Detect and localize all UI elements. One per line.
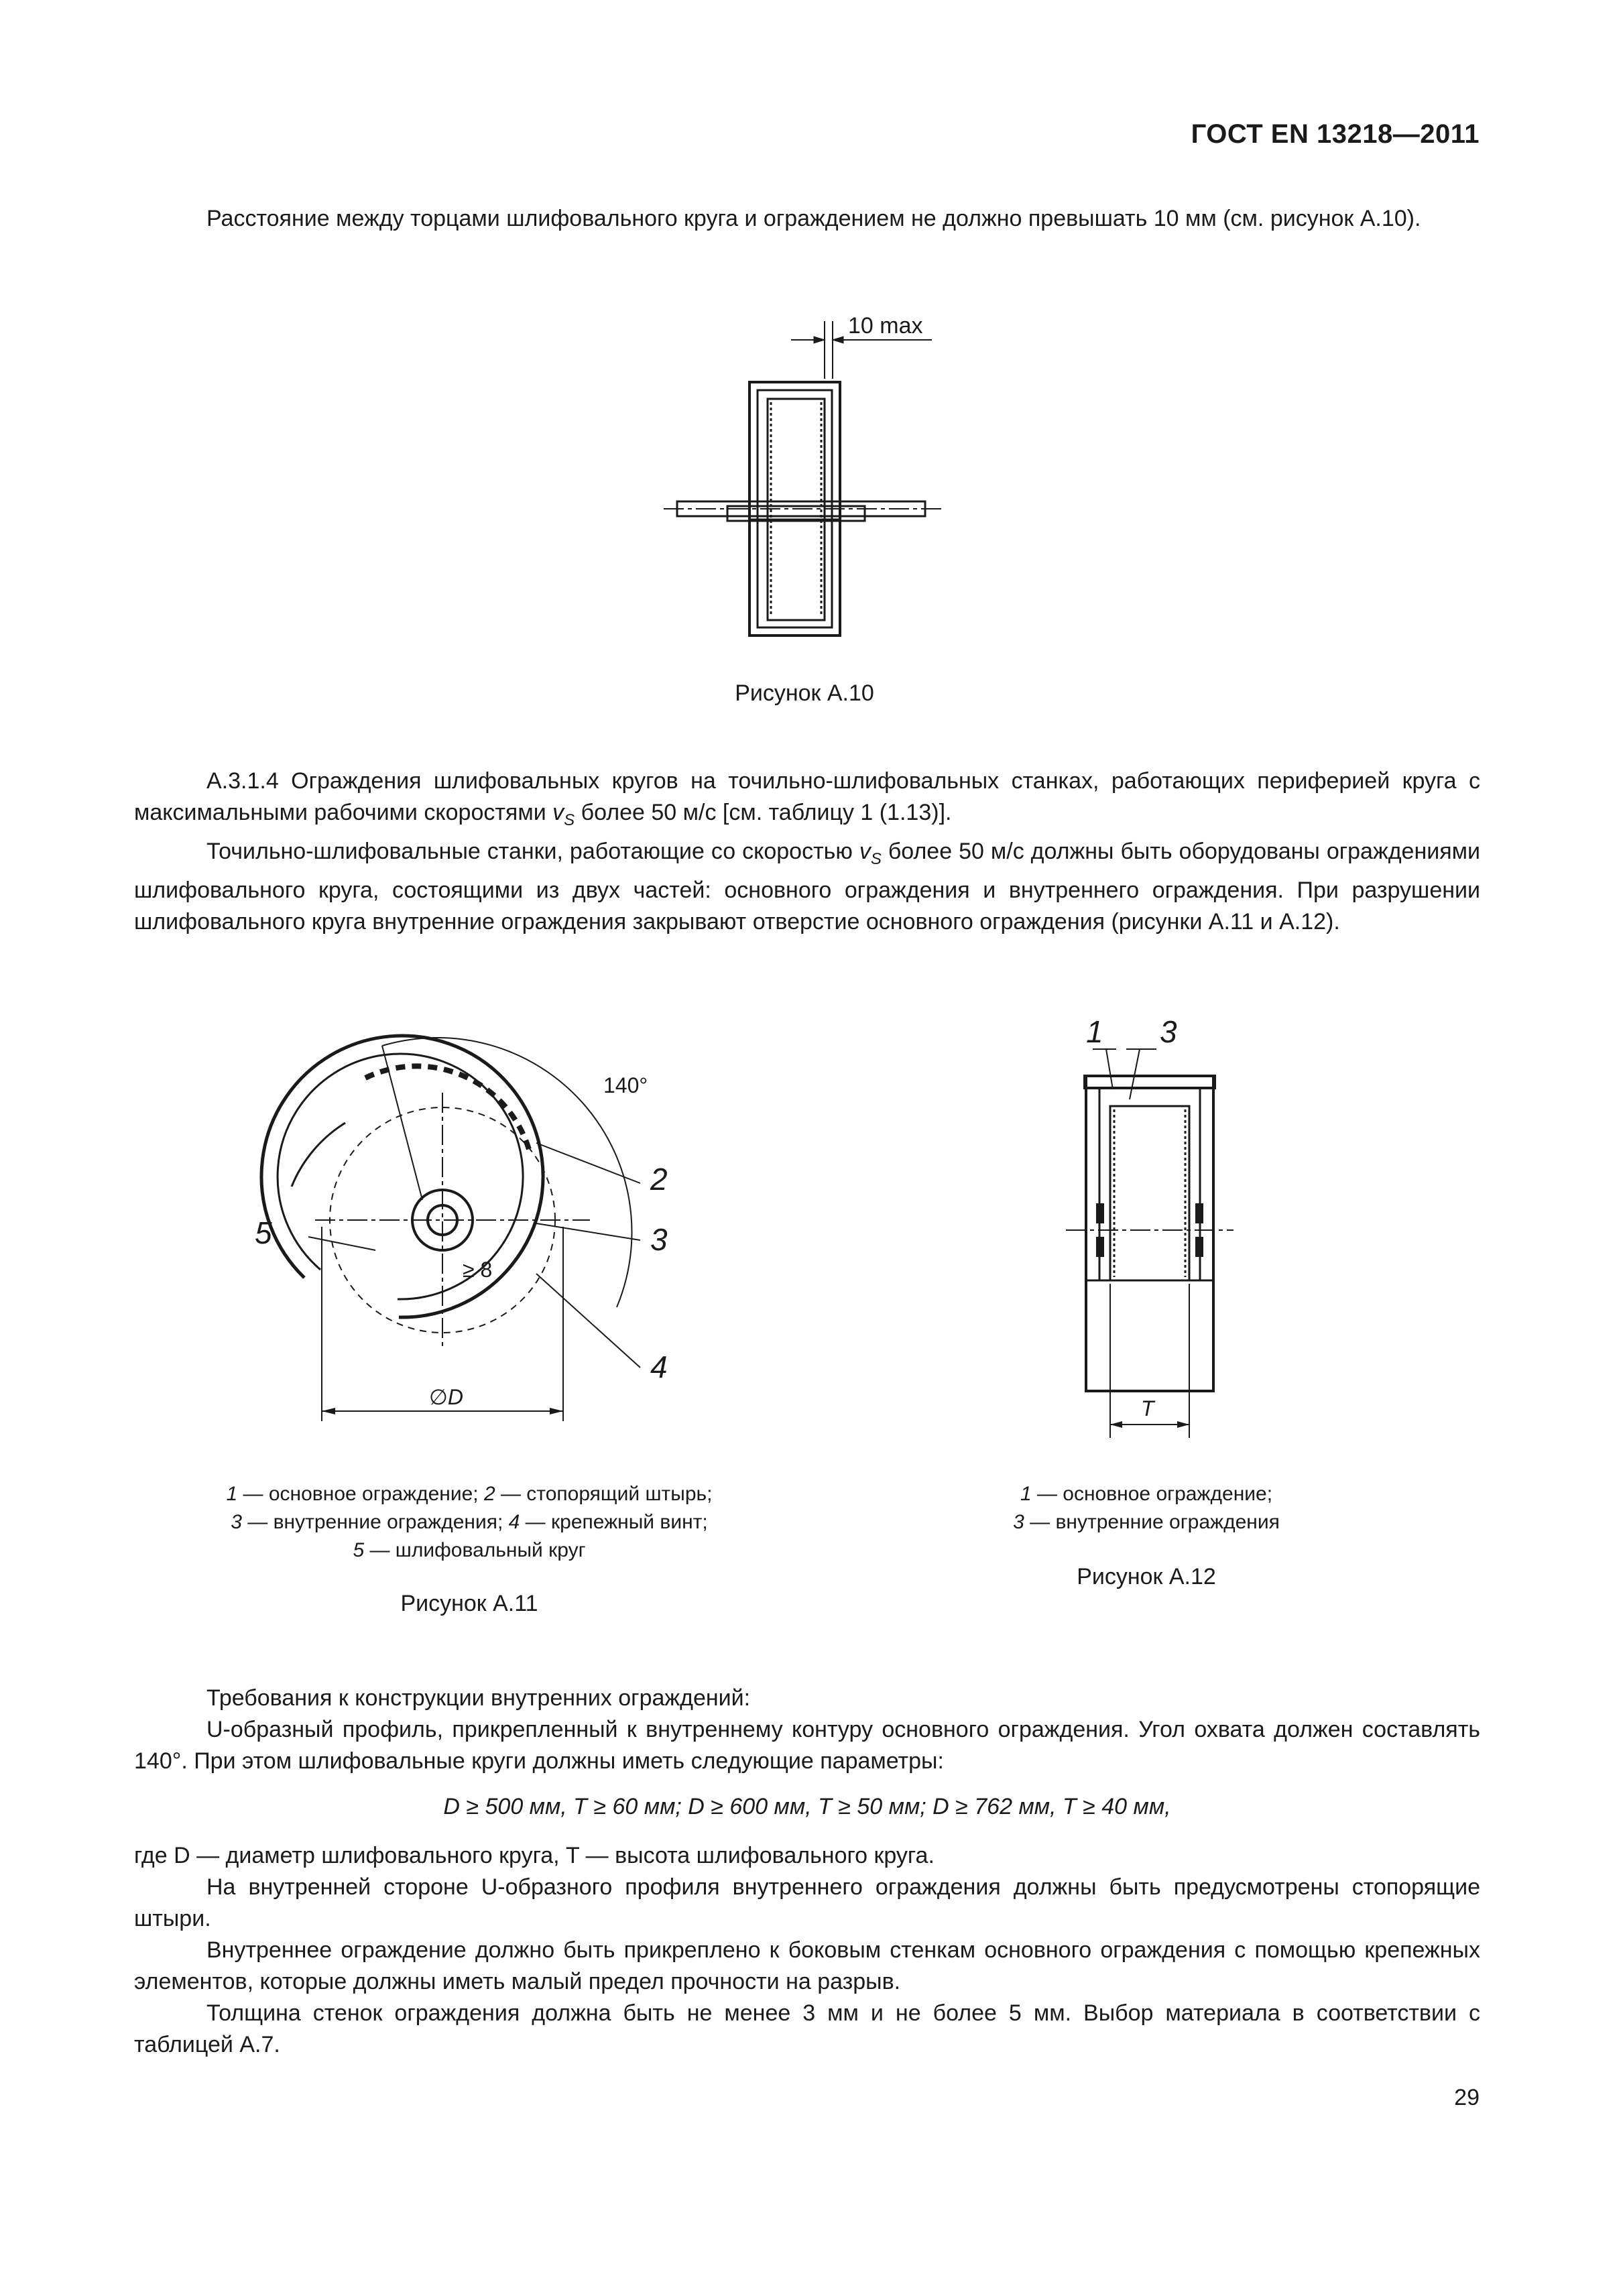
- figure-a11-drawing: [255, 1019, 684, 1435]
- fig-a11-callout-2: 2: [650, 1162, 668, 1197]
- fig-a11-callout-5: 5: [255, 1215, 272, 1250]
- requirements-p3: На внутренней стороне U-образного профиля внутреннего ограждения должны быть предусмотрены стопорящие штыри.: [134, 1874, 1480, 1931]
- figure-a12-drawing: [1066, 1009, 1267, 1438]
- fig-a11-diameter-label: ∅D: [429, 1385, 463, 1409]
- fig-a10-dim-label: 10 max: [848, 313, 923, 339]
- legend-a11-line1: 1 — основное ограждение; 2 — стопорящий штырь;: [226, 1483, 713, 1505]
- figure-a10-caption: Рисунок А.10: [735, 680, 874, 706]
- fig-a12-callout-3: 3: [1160, 1014, 1177, 1049]
- figure-a11-caption: Рисунок А.11: [400, 1591, 538, 1616]
- fig-a12-height-label: T: [1141, 1396, 1154, 1421]
- requirements-p2: где D — диаметр шлифовального круга, T — высота шлифовального круга.: [134, 1843, 935, 1868]
- fig-a12-callout-1: 1: [1086, 1014, 1103, 1049]
- figure-a12-legend: [939, 1480, 1354, 1536]
- requirements-heading: Требования к конструкции внутренних ограждений:: [206, 1685, 751, 1711]
- fig-a11-angle-label: 140°: [603, 1073, 648, 1097]
- requirements-p5: Толщина стенок ограждения должна быть не менее 3 мм и не более 5 мм. Выбор материала в соответствии с таблицей А.7.: [134, 2000, 1480, 2057]
- section-a314-p2: Точильно-шлифовальные станки, работающие со скоростью $v_S$ более 50 м/с должны быть оборудованы ограждениями шлифовального круга, состоящими из двух частей: основного ограждения и внутреннего ограждения. При разрушении шлифовального круга внутренние ограждения закрывают отверстие основного ограждения (рисунки А.11 и А.12).: [134, 838, 1480, 934]
- document-header: ГОСТ EN 13218—2011: [1191, 119, 1480, 149]
- section-a314: [134, 766, 1480, 938]
- legend-a11-line2: 3 — внутренние ограждения; 4 — крепежный винт;: [231, 1511, 708, 1533]
- figure-a10-drawing: [664, 305, 945, 647]
- legend-a11-line3: 5 — шлифовальный круг: [353, 1539, 586, 1561]
- requirements-p4: Внутреннее ограждение должно быть прикреплено к боковым стенкам основного ограждения с помощью крепежных элементов, которые должны иметь малый предел прочности на разрыв.: [134, 1937, 1480, 1994]
- legend-a12-line2: 3 — внутренние ограждения: [1013, 1511, 1280, 1533]
- page-number: 29: [1454, 2085, 1480, 2110]
- figure-a12-caption: Рисунок А.12: [1077, 1564, 1216, 1589]
- requirements-formula: D ≥ 500 мм, T ≥ 60 мм; D ≥ 600 мм, T ≥ 50 мм; D ≥ 762 мм, T ≥ 40 мм,: [443, 1794, 1171, 1819]
- fig-a11-gap-label: ≥ 8: [463, 1258, 493, 1282]
- intro-text: Расстояние между торцами шлифовального круга и ограждением не должно превышать 10 мм (см. рисунок А.10).: [206, 206, 1421, 231]
- requirements-tail: [134, 1840, 1480, 2061]
- figure-a11-legend: [147, 1480, 791, 1565]
- fig-a11-callout-3: 3: [650, 1222, 668, 1257]
- intro-paragraph: [134, 203, 1480, 235]
- fig-a11-callout-4: 4: [650, 1349, 668, 1384]
- section-a314-p1: А.3.1.4 Ограждения шлифовальных кругов на точильно-шлифовальных станках, работающих периферией круга с максимальными рабочими скоростями $v_S$ более 50 м/с [см. таблицу 1 (1.13)].: [134, 768, 1480, 829]
- requirements-section: [134, 1683, 1480, 1777]
- requirements-p1: U-образный профиль, прикрепленный к внутреннему контуру основного ограждения. Угол охвата должен составлять 140°. При этом шлифовальные круги должны иметь следующие параметры:: [134, 1717, 1480, 1774]
- legend-a12-line1: 1 — основное ограждение;: [1020, 1483, 1273, 1505]
